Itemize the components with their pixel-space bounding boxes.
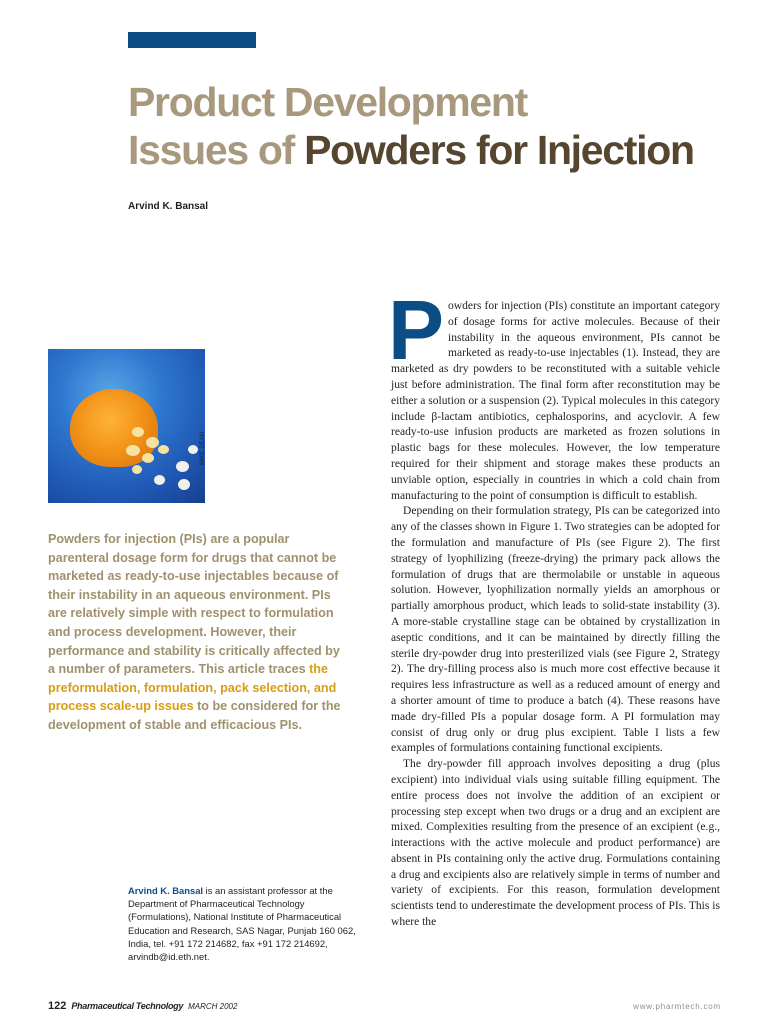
body-paragraph-3: The dry-powder fill approach involves depositing a drug (plus excipient) into individual vials using suitable filling equipment. The entire process does not involve the addition of an excipient or processing step except when two drugs or a drug and an excipient are mixed. Complexities resulting from the presence of an excipient (e.g., interactions with the active molecule and product performance) are absent in PIs containing only the active drug. Formulations containing a drug and excipients also are relatively simple in terms of number and variety of excipients. For this reason, formulation development scientists tend to underestimate the development process of PIs. This is where the (391, 758, 720, 929)
body-paragraph-1 (388, 283, 720, 504)
tablet (142, 453, 154, 463)
bio-text: is an assistant professor at the Department of Pharmaceutical Technology (Formulations), National Institute of Pharmaceutical Education and Research, SAS Nagar, Punjab 160 062, India, tel. +91 172 214682, fax +91 172 214692, arvindb@id.eth.net. (128, 885, 356, 963)
page-footer (48, 1000, 237, 1012)
powder-photo (48, 349, 205, 503)
tablet (176, 461, 189, 472)
author-bio (128, 884, 358, 963)
body-paragraph-1-text: owders for injection (PIs) constitute an important category of dosage forms for active molecules. Because of their instability in the aqueous environment, PIs cannot be marketed as ready-to-use injectables (1). Instead, they are marketed as dry powders to be reconstituted with a suitable vehicle just before administration. The final form after reconstitution may be either a solution or a suspension (2). Typical molecules in this category include β-lactam antibiotics, cephalosporins, and acyclovir. A few ready-to-use infusion products are marketed as frozen solutions in plastic bags for these molecules. However, the low temperature required for their shipment and storage makes these products an unviable option, especially in countries in which a cold chain from manufacturing to the point of consumption is difficult to establish. (391, 300, 720, 502)
issue-date: MARCH 2002 (188, 1002, 238, 1011)
abstract-highlight: the preformulation, formulation, pack selection, and process scale-up issues (48, 662, 337, 714)
title-line-1: Product Development (128, 79, 528, 125)
page-number: 122 (48, 1000, 67, 1012)
title-line-2-prefix: Issues of (128, 127, 305, 173)
photo-credit: MIKE DEAN (200, 431, 206, 465)
bio-author-name: Arvind K. Bansal (128, 885, 204, 896)
website-link[interactable]: www.pharmtech.com (633, 1002, 721, 1011)
tablet (188, 445, 198, 454)
tablet (178, 479, 190, 490)
abstract-text-end: to be considered for the development of stable and efficacious PIs. (48, 699, 341, 732)
magazine-name: Pharmaceutical Technology (71, 1001, 184, 1011)
tablet (132, 427, 144, 437)
tablet (132, 465, 142, 474)
drop-cap: P (388, 283, 445, 377)
tablet (154, 475, 165, 485)
author-byline: Arvind K. Bansal (128, 201, 209, 212)
abstract (48, 530, 344, 735)
top-accent-bar (128, 32, 256, 48)
tablet (146, 437, 159, 448)
title-line-2-emphasis: Powders for Injection (304, 127, 694, 173)
tablet (126, 445, 140, 456)
article-title (128, 78, 694, 174)
article-body (388, 283, 720, 931)
abstract-text: Powders for injection (PIs) are a popular parenteral dosage form for drugs that cannot be marketed as ready-to-use injectables because of their instability in an aqueous environment. PIs are relatively simple with respect to formulation and process development. However, their performance and stability is critically affected by a number of parameters. This article traces (48, 532, 340, 677)
tablet (158, 445, 169, 454)
body-paragraph-2: Depending on their formulation strategy, PIs can be categorized into any of the classes shown in Figure 1. Two strategies can be adopted for the formulation and manufacture of PIs (see Figure 2). The first strategy of lyophilizing (freeze-drying) the primary pack allows the formulation of drugs that are thermolabile or unstable in aqueous solution. However, lyophilization normally yields an amorphous or partially amorphous product, which leads to solid-state instability (3). A more-stable crystalline stage can be obtained by crystallization in aseptic conditions, and it can be maintained by directly filling the sterile dry-powder drug into presterilized vials (see Figure 2, Strategy 2). The dry-filling process also is much more cost effective because it requires less infrastructure as well as a reduced amount of energy and a shorter amount of time to produce a batch (4). These reasons have made dry-filled PIs a popular dosage form. A PI formulation may consist of drug only or drug plus excipient. Table I lists a few examples of formulations containing functional excipients. (391, 505, 720, 755)
